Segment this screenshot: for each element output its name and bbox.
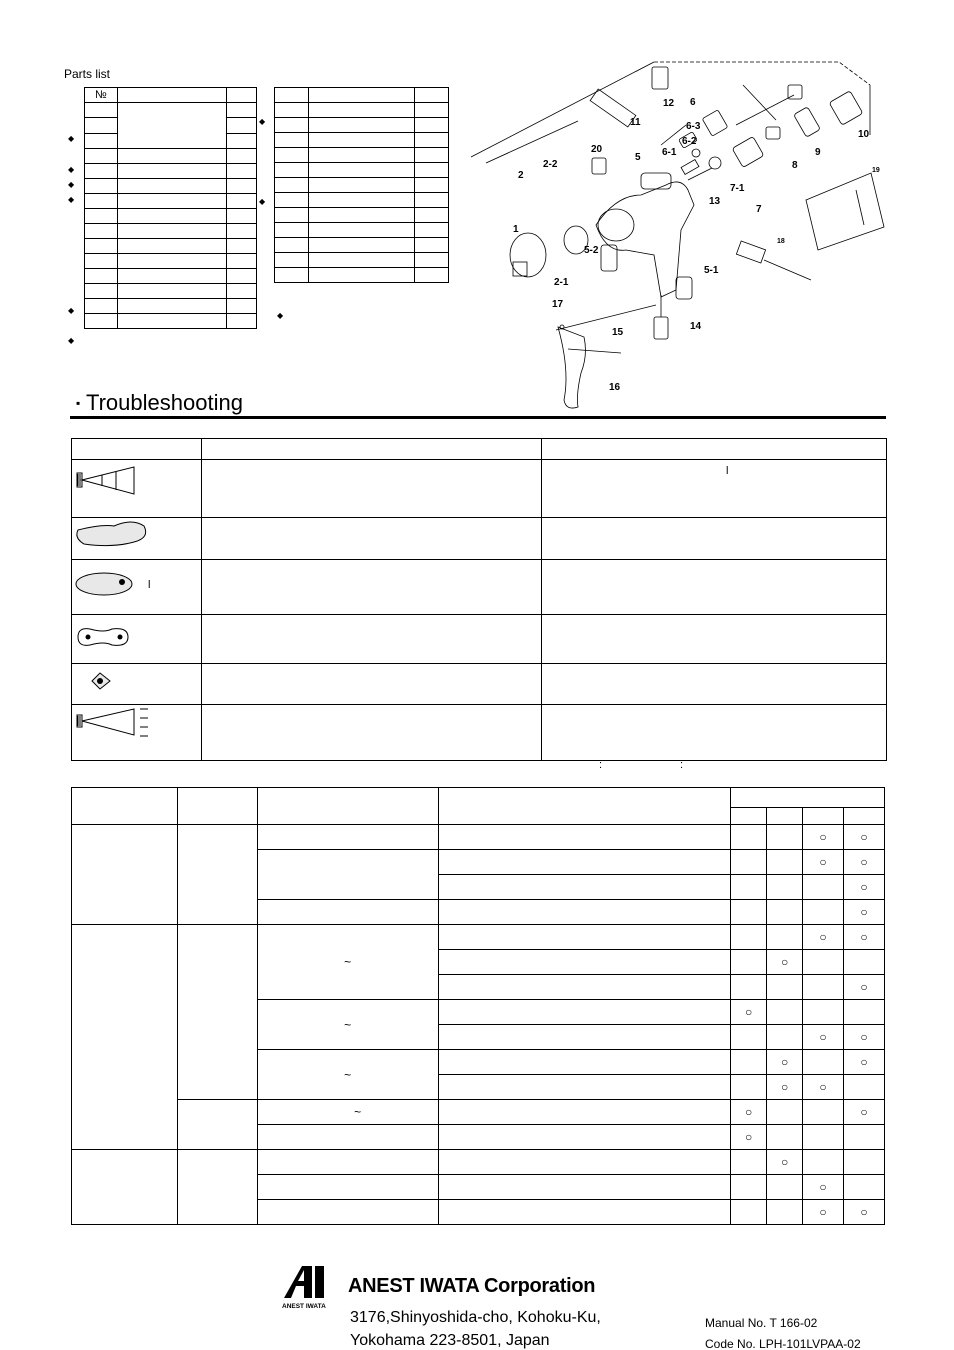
- diagram-label: 6-2: [682, 136, 697, 147]
- diagram-label: 5-1: [704, 265, 719, 276]
- applicable-mark: ○: [844, 925, 885, 950]
- diagram-label: 6-3: [686, 121, 701, 132]
- applicable-mark: ○: [731, 1125, 767, 1150]
- applicable-mark: ○: [844, 900, 885, 925]
- pattern-intermittent-icon: [72, 705, 202, 761]
- applicable-mark: ○: [803, 850, 844, 875]
- diagram-label: 19: [872, 167, 880, 174]
- diagram-label: 9: [815, 147, 821, 158]
- code-number: Code No. LPH-101LVPAA-02: [705, 1337, 861, 1350]
- separator-glyph: l: [148, 579, 151, 591]
- applicable-mark: ○: [803, 1075, 844, 1100]
- diagram-label: 14: [690, 321, 702, 332]
- applicable-mark: ○: [844, 850, 885, 875]
- diamond-marker: ◆: [68, 165, 75, 174]
- parts-list-title: Parts list: [64, 67, 111, 81]
- diamond-marker: ◆: [68, 195, 75, 204]
- applicable-mark: ○: [803, 1025, 844, 1050]
- diagram-label: 6-1: [662, 147, 677, 158]
- applicable-mark: ○: [731, 1100, 767, 1125]
- pattern-heavy-end-icon: [72, 560, 202, 615]
- troubleshooting-title-text: Troubleshooting: [85, 390, 243, 415]
- applicable-mark: ○: [767, 950, 803, 975]
- parts-list-table-left: [84, 87, 257, 329]
- separator-glyph: l: [726, 465, 729, 477]
- diamond-marker: ◆: [68, 306, 75, 315]
- applicable-mark: ○: [803, 1175, 844, 1200]
- applicable-mark: ○: [767, 1150, 803, 1175]
- applicable-mark: ○: [803, 825, 844, 850]
- range-tilde: ~: [257, 1000, 438, 1050]
- address-line-1: 3176,Shinyoshida-cho, Kohoku-Ku,: [350, 1309, 601, 1326]
- diagram-label: 7: [756, 204, 762, 215]
- applicable-mark: ○: [767, 1075, 803, 1100]
- applicable-mark: ○: [844, 825, 885, 850]
- causes-table: [71, 787, 885, 1225]
- range-tilde: ~: [257, 925, 438, 1000]
- company-name: ANEST IWATA Corporation: [348, 1275, 596, 1297]
- spray-gun-exploded-diagram: [466, 55, 896, 425]
- pattern-fluttering-icon: [72, 460, 202, 518]
- diagram-label: 5: [635, 152, 641, 163]
- manual-number: Manual No. T 166-02: [705, 1316, 818, 1330]
- applicable-mark: ○: [844, 1025, 885, 1050]
- applicable-mark: ○: [803, 1200, 844, 1225]
- diagram-label: 13: [709, 196, 721, 207]
- title-bullet: ▪: [76, 396, 81, 410]
- diamond-marker: ◆: [68, 336, 75, 345]
- diagram-label: 10: [858, 129, 870, 140]
- applicable-mark: ○: [803, 925, 844, 950]
- pattern-heavy-center-icon: [72, 664, 202, 705]
- diagram-label: 16: [609, 382, 621, 393]
- diagram-label: 7-1: [730, 183, 745, 194]
- diagram-label: 5-2: [584, 245, 599, 256]
- diagram-label: 20: [591, 144, 603, 155]
- diagram-label: 1: [513, 224, 519, 235]
- parts-no-header: №: [85, 88, 118, 103]
- range-tilde: ~: [257, 1050, 438, 1100]
- address-line-2: Yokohama 223-8501, Japan: [350, 1332, 550, 1349]
- applicable-mark: ○: [731, 1000, 767, 1025]
- diagram-label: 8: [792, 160, 798, 171]
- diagram-label: 18: [777, 238, 785, 245]
- applicable-mark: ○: [844, 975, 885, 1000]
- diamond-marker: ◆: [259, 197, 266, 206]
- diamond-marker: ◆: [68, 180, 75, 189]
- diagram-label: 15: [612, 327, 624, 338]
- diagram-label: 2: [518, 170, 524, 181]
- range-tilde: ~: [257, 1100, 438, 1125]
- diagram-label: 6: [690, 97, 696, 108]
- diagram-labels: [513, 97, 880, 393]
- pattern-split-icon: [72, 615, 202, 664]
- company-logo: [282, 1264, 336, 1310]
- diagram-label: 17: [552, 299, 564, 310]
- diamond-marker: ◆: [259, 117, 266, 126]
- diagram-label: 2-1: [554, 277, 569, 288]
- applicable-mark: ○: [844, 875, 885, 900]
- parts-list-table-right: [274, 87, 449, 283]
- diagram-label: 12: [663, 98, 675, 109]
- legend-colon: :: [599, 759, 603, 771]
- diamond-marker: ◆: [68, 134, 75, 143]
- spray-pattern-table: [71, 438, 887, 761]
- legend-colon: :: [680, 759, 684, 771]
- applicable-mark: ○: [767, 1050, 803, 1075]
- title-rule: [70, 416, 886, 419]
- logo-text: ANEST IWATA: [282, 1303, 326, 1310]
- diagram-label: 2-2: [543, 159, 558, 170]
- applicable-mark: ○: [844, 1100, 885, 1125]
- applicable-mark: ○: [844, 1050, 885, 1075]
- troubleshooting-title: [76, 390, 243, 416]
- diagram-label: 11: [630, 117, 641, 128]
- applicable-mark: ○: [844, 1200, 885, 1225]
- pattern-curved-icon: [72, 518, 202, 560]
- diamond-marker: ◆: [277, 311, 284, 320]
